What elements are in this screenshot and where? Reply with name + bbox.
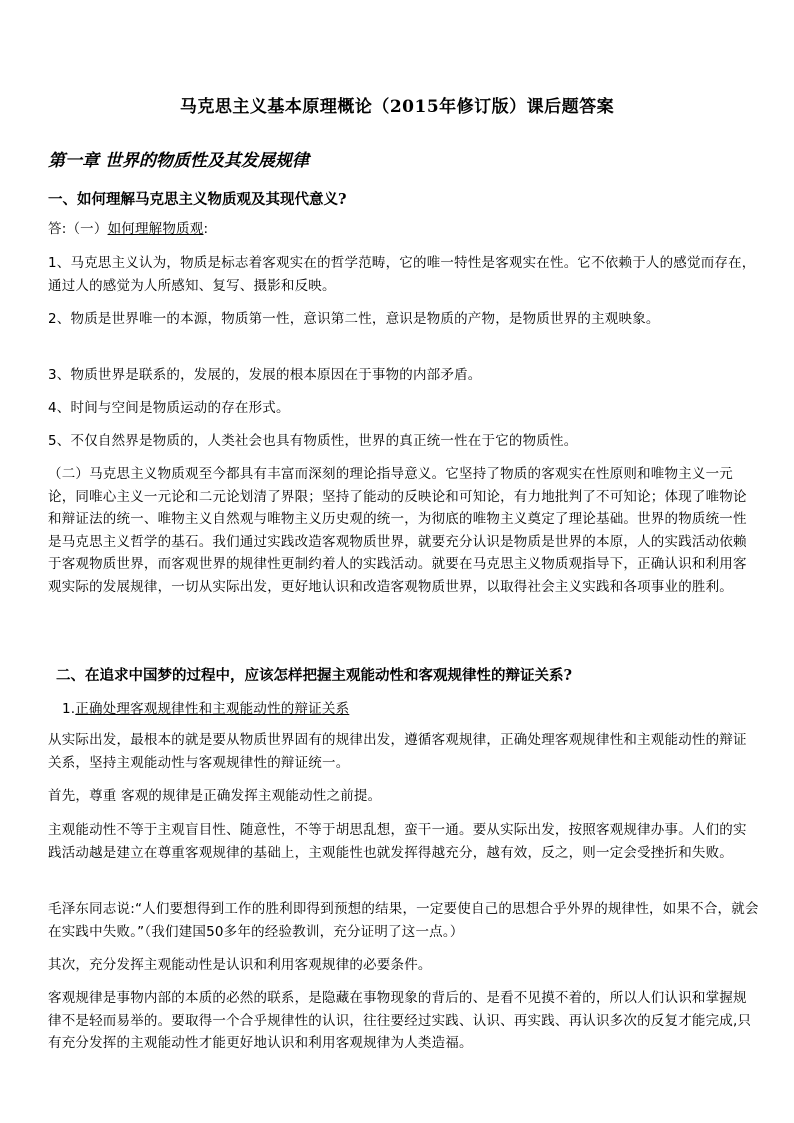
q2-paragraph-2: 首先，尊重 客观的规律是正确发挥主观能动性之前提。 [48, 788, 382, 804]
chapter-heading: 第一章 世界的物质性及其发展规律 [48, 151, 309, 171]
q1-paragraph-1: 1、马克思主义认为，物质是标志着客观实在的哲学范畴，它的唯一特性是客观实在性。它不依赖于人的感觉而存在，通过人的感觉为人所感知、复写、摄影和反映。 [48, 255, 756, 294]
q1-paragraph-2: 2、物质是世界唯一的本源，物质第一性，意识第二性，意识是物质的产物，是物质世界的主观映象。 [48, 311, 660, 327]
question-1-heading: 一、如何理解马克思主义物质观及其现代意义? [48, 191, 347, 208]
q2-paragraph-1: 从实际出发，最根本的就是要从物质世界固有的规律出发，遵循客观规律，正确处理客观规律性和主观能动性的辩证关系，坚持主观能动性与客观规律性的辩证统一。 [48, 732, 747, 771]
q2-paragraph-6: 客观规律是事物内部的本质的必然的联系，是隐藏在事物现象的背后的、是看不见摸不着的，所以人们认识和掌握规律不是轻而易举的。要取得一个合乎规律性的认识，往往要经过实践、认识、再实践、再认识多次的反复才能完成,只有充分发挥的主观能动性才能更好地认识和利用客观规律为人类造福。 [48, 990, 752, 1051]
answer-intro [48, 218, 760, 241]
q1-paragraph-3: 3、物质世界是联系的，发展的，发展的根本原因在于事物的内部矛盾。 [48, 367, 482, 383]
question-2-heading: 二、在追求中国梦的过程中，应该怎样把握主观能动性和客观规律性的辩证关系? [56, 667, 572, 684]
q1-paragraph-6: （二）马克思主义物质观至今都具有丰富而深刻的理论指导意义。它坚持了物质的客观实在性原则和唯物主义一元论，同唯心主义一元论和二元论划清了界限；坚持了能动的反映论和可知论，有力地批判了不可知论；体现了唯物论和辩证法的统一、唯物主义自然观与唯物主义历史观的统一，为彻底的唯物主义奠定了理论基础。世界的物质统一性是马克思主义哲学的基石。我们通过实践改造客观物质世界，就要充分认识是物质是世界的本原，人的实践活动依赖于客观物质世界，而客观世界的规律性更制约着人的实践活动。就要在马克思主义物质观指导下，正确认识和利用客观实际的发展规律，一切从实际出发，更好地认识和改造客观物质世界，以取得社会主义实践和各项事业的胜利。 [48, 466, 747, 595]
q2-subheading-number: 1. [62, 701, 76, 717]
q1-paragraph-5: 5、不仅自然界是物质的，人类社会也具有物质性，世界的真正统一性在于它的物质性。 [48, 433, 578, 449]
document-title: 马克思主义基本原理概论（2015年修订版）课后题答案 [179, 97, 615, 117]
answer-colon: : [203, 221, 209, 237]
answer-subheading: 如何理解物质观 [107, 221, 204, 237]
q1-paragraph-4: 4、时间与空间是物质运动的存在形式。 [48, 400, 290, 416]
q2-paragraph-5: 其次，充分发挥主观能动性是认识和利用客观规律的必要条件。 [48, 957, 432, 973]
q2-paragraph-4: 毛泽东同志说:“人们要想得到工作的胜利即得到预想的结果，一定要使自己的思想合乎外界的规律性，如果不合，就会在实践中失败。”（我们建国50多年的经验教训，充分证明了这一点。） [48, 901, 759, 940]
q2-paragraph-3: 主观能动性不等于主观盲目性、随意性，不等于胡思乱想，蛮干一通。要从实际出发，按照客观规律办事。人们的实践活动越是建立在尊重客观规律的基础上，主观能性也就发挥得越充分，越有效，反之，则一定会受挫折和失败。 [48, 822, 747, 861]
q2-subheading [62, 698, 774, 721]
answer-prefix: 答:（一） [48, 221, 108, 237]
q2-subheading-title: 正确处理客观规律性和主观能动性的辩证关系 [75, 701, 350, 717]
